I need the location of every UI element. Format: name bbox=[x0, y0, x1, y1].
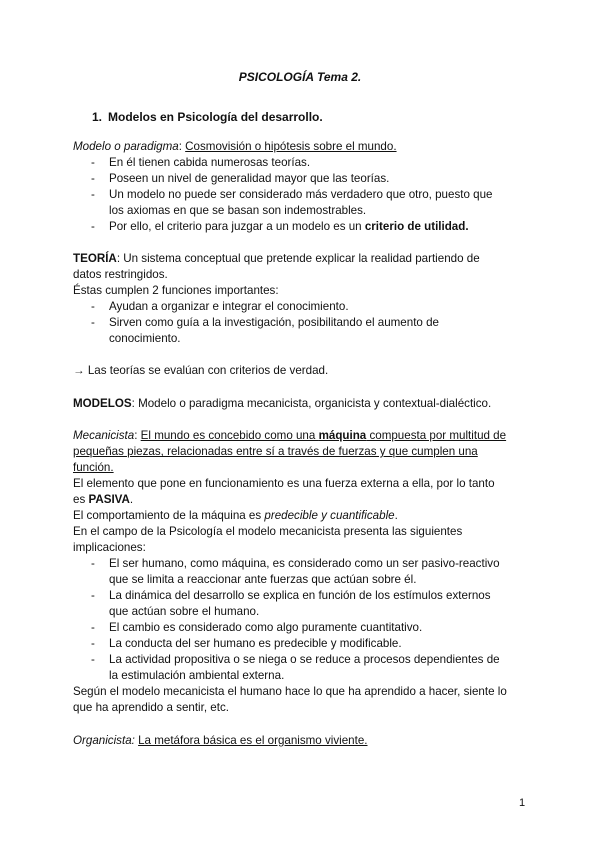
organicista-definition bbox=[73, 733, 368, 748]
predecible-term: predecible y cuantificable bbox=[264, 509, 395, 522]
modelo-bullet: En él tienen cabida numerosas teorías. bbox=[109, 156, 311, 169]
mecanicista-p1: El elemento que pone en funcionamiento es una fuerza externa a ella, por lo tanto bbox=[73, 477, 495, 490]
section-number: 1. bbox=[92, 110, 103, 124]
mecanicista-term: Mecanicista bbox=[73, 429, 135, 442]
mecanicista-bullet: La dinámica del desarrollo se explica en función de los estímulos externos bbox=[109, 589, 491, 602]
bullet-dash: - bbox=[91, 621, 95, 634]
organicista-definition-text: La metáfora básica es el organismo viviente. bbox=[138, 734, 368, 747]
mecanicista-bullet-continuation: que se limita a reaccionar ante fuerzas que actúan sobre él. bbox=[109, 573, 417, 586]
mecanicista-p4: En el campo de la Psicología el modelo mecanicista presenta las siguientes bbox=[73, 525, 463, 538]
bullet-dash: - bbox=[91, 188, 95, 201]
mecanicista-bullet: La conducta del ser humano es predecible y modificable. bbox=[109, 637, 402, 650]
mecanicista-bullet-continuation: que actúan sobre el humano. bbox=[109, 605, 260, 618]
organicista-term: Organicista: bbox=[73, 734, 135, 747]
mecanicista-p2c: . bbox=[129, 493, 134, 506]
mecanicista-bullet-continuation: la estimulación ambiental externa. bbox=[109, 669, 285, 682]
modelo-bullet-text: Por ello, el criterio para juzgar a un modelo es un bbox=[109, 220, 365, 233]
modelo-term: Modelo o paradigma bbox=[73, 140, 179, 153]
modelo-bullet bbox=[109, 219, 469, 234]
modelo-definition-text: Cosmovisión o hipótesis sobre el mundo. bbox=[185, 140, 397, 153]
mecanicista-def-1a: El mundo es concebido como una bbox=[140, 429, 319, 442]
mecanicista-p2a: es bbox=[73, 493, 89, 506]
bullet-dash: - bbox=[91, 156, 95, 169]
modelo-definition bbox=[73, 139, 397, 154]
teoria-bullet: Sirven como guía a la investigación, posibilitando el aumento de bbox=[109, 316, 439, 329]
mecanicista-p6: Según el modelo mecanicista el humano hace lo que ha aprendido a hacer, siente lo bbox=[73, 685, 507, 698]
section-title: Modelos en Psicología del desarrollo. bbox=[108, 110, 323, 124]
teoria-term: TEORÍA bbox=[73, 252, 117, 265]
mecanicista-def-2: pequeñas piezas, relacionadas entre sí a través de fuerzas y que cumplen una bbox=[73, 445, 478, 458]
teoria-definition bbox=[73, 251, 480, 266]
bullet-dash: - bbox=[91, 172, 95, 185]
bullet-dash: - bbox=[91, 300, 95, 313]
modelo-bullet-continuation: los axiomas en que se basan son indemostrables. bbox=[109, 204, 367, 217]
bullet-dash: - bbox=[91, 653, 95, 666]
modelo-colon: : bbox=[178, 140, 182, 153]
mecanicista-bullet: El cambio es considerado como algo puramente cuantitativo. bbox=[109, 621, 423, 634]
teoria-line-3: Éstas cumplen 2 funciones importantes: bbox=[73, 284, 279, 297]
page-number: 1 bbox=[519, 797, 526, 809]
bullet-dash: - bbox=[91, 637, 95, 650]
mecanicista-p3a: El comportamiento de la máquina es bbox=[73, 509, 265, 522]
teoria-bullet-continuation: conocimiento. bbox=[109, 332, 181, 345]
bullet-dash: - bbox=[91, 589, 95, 602]
modelo-bullet: Poseen un nivel de generalidad mayor que las teorías. bbox=[109, 172, 390, 185]
mecanicista-p3 bbox=[73, 508, 398, 523]
teoria-line-1: : Un sistema conceptual que pretende explicar la realidad partiendo de bbox=[116, 252, 480, 265]
pasiva-term: PASIVA bbox=[88, 493, 130, 506]
mecanicista-colon: : bbox=[134, 429, 141, 442]
maquina-term: máquina bbox=[318, 429, 367, 442]
modelos-term: MODELOS bbox=[73, 397, 132, 410]
mecanicista-bullet: El ser humano, como máquina, es considerado como un ser pasivo-reactivo bbox=[109, 557, 500, 570]
modelo-bullet: Un modelo no puede ser considerado más verdadero que otro, puesto que bbox=[109, 188, 493, 201]
mecanicista-p5: implicaciones: bbox=[73, 541, 146, 554]
teoria-line-2: datos restringidos. bbox=[73, 268, 168, 281]
mecanicista-p2 bbox=[73, 492, 133, 507]
mecanicista-definition bbox=[73, 428, 506, 443]
mecanicista-p3c: . bbox=[394, 509, 398, 522]
teorias-evaluation-text: Las teorías se evalúan con criterios de verdad. bbox=[84, 364, 329, 377]
mecanicista-def-1c: compuesta por multitud de bbox=[366, 429, 507, 442]
bullet-dash: - bbox=[91, 557, 95, 570]
mecanicista-def-3: función. bbox=[73, 461, 114, 474]
section-heading bbox=[92, 110, 323, 124]
mecanicista-bullet: La actividad propositiva o se niega o se reduce a procesos dependientes de bbox=[109, 653, 500, 666]
criterio-utilidad: criterio de utilidad. bbox=[364, 220, 469, 233]
teoria-bullet: Ayudan a organizar e integrar el conocimiento. bbox=[109, 300, 349, 313]
teorias-evaluation bbox=[73, 363, 328, 378]
modelos-line bbox=[73, 396, 491, 411]
arrow-right-icon: → bbox=[73, 364, 85, 377]
document-title: PSICOLOGÍA Tema 2. bbox=[238, 70, 362, 84]
bullet-dash: - bbox=[91, 220, 95, 233]
bullet-dash: - bbox=[91, 316, 95, 329]
modelos-text: : Modelo o paradigma mecanicista, organicista y contextual-dialéctico. bbox=[131, 397, 492, 410]
mecanicista-p7: que ha aprendido a sentir, etc. bbox=[73, 701, 229, 714]
